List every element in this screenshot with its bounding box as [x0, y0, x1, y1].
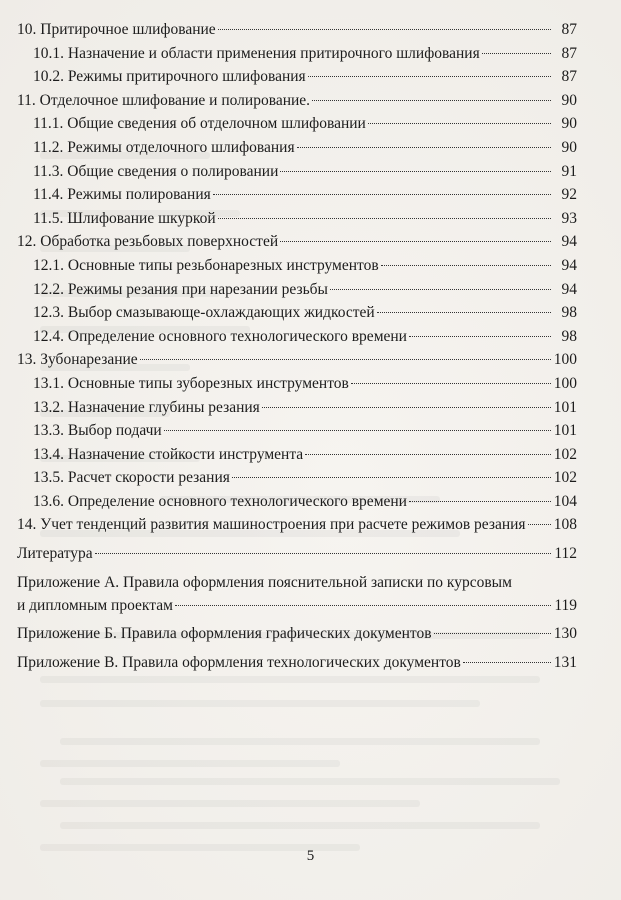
- toc-entry-title: 10.1. Назначение и области применения притирочного шлифования: [33, 44, 480, 62]
- dot-leader: [308, 76, 551, 77]
- toc-entry-s11-5[interactable]: [17, 207, 577, 231]
- page-number: 5: [306, 848, 315, 864]
- toc-entry-s12-3[interactable]: [17, 301, 577, 325]
- toc-entry-title: 11.5. Шлифование шкуркой: [33, 209, 216, 227]
- toc-entry-s12-4[interactable]: [17, 325, 577, 349]
- toc-entry-title: 10.2. Режимы притирочного шлифования: [33, 68, 306, 86]
- dot-leader: [409, 336, 551, 337]
- toc-entry-page: 102: [553, 469, 577, 487]
- toc-entry-page: 100: [553, 374, 577, 392]
- toc-entry-s10-2[interactable]: [17, 65, 577, 89]
- dot-leader: [164, 430, 551, 431]
- dot-leader: [368, 123, 551, 124]
- dot-leader: [409, 501, 551, 502]
- toc-entry-page: 87: [561, 21, 577, 38]
- dot-leader: [434, 633, 551, 634]
- toc-entry-title: 13. Зубонарезание: [17, 351, 138, 369]
- toc-entry-s12-1[interactable]: [17, 254, 577, 278]
- toc-entry-page: 101: [553, 422, 577, 440]
- dot-leader: [463, 662, 551, 663]
- dot-leader: [351, 383, 551, 384]
- dot-leader: [218, 29, 551, 30]
- toc-entry-page: 87: [561, 68, 577, 86]
- toc-entry-title: 10. Притирочное шлифование: [17, 21, 216, 38]
- dot-leader: [330, 289, 551, 290]
- toc-entry-title: 11.2. Режимы отделочного шлифования: [33, 138, 295, 156]
- toc-entry-page: 94: [561, 233, 577, 251]
- toc-entry-page: 94: [561, 280, 577, 298]
- toc-entry-page: 98: [561, 304, 577, 322]
- toc-entry-appendix-c[interactable]: [17, 651, 577, 675]
- dot-leader: [140, 359, 551, 360]
- dot-leader: [305, 454, 551, 455]
- dot-leader: [95, 553, 551, 554]
- dot-leader: [377, 312, 551, 313]
- toc-entry-page: 101: [553, 398, 577, 416]
- toc-entry-page: 119: [554, 596, 577, 614]
- dot-leader: [312, 100, 551, 101]
- toc-main-rows: [17, 18, 577, 537]
- toc-entry-s11-4[interactable]: [17, 183, 577, 207]
- toc-entry-title-line2: и дипломным проектам: [17, 596, 173, 614]
- toc-entry-title: 11.1. Общие сведения об отделочном шлифовании: [33, 115, 366, 133]
- toc-entry-s13[interactable]: [17, 348, 577, 372]
- toc-entry-page: 98: [561, 327, 577, 345]
- toc-entry-page: 87: [561, 44, 577, 62]
- dot-leader: [232, 477, 551, 478]
- toc-entry-title: 12.3. Выбор смазывающе-охлаждающих жидкостей: [33, 304, 375, 322]
- dot-leader: [381, 265, 551, 266]
- toc-entry-s10[interactable]: [17, 18, 577, 42]
- toc-entry-s12[interactable]: [17, 230, 577, 254]
- toc-entry-s11-2[interactable]: [17, 136, 577, 160]
- table-of-contents: [17, 18, 577, 674]
- toc-entry-page: 100: [553, 351, 577, 369]
- dot-leader: [213, 194, 551, 195]
- dot-leader: [262, 407, 551, 408]
- dot-leader: [218, 218, 551, 219]
- toc-entry-title: 13.1. Основные типы зуборезных инструментов: [33, 374, 349, 392]
- toc-entry-s13-6[interactable]: [17, 490, 577, 514]
- toc-entry-title: 13.5. Расчет скорости резания: [33, 469, 230, 487]
- toc-entry-s13-4[interactable]: [17, 443, 577, 467]
- toc-entry-title-line1: Приложение А. Правила оформления пояснительной записки по курсовым: [17, 573, 512, 591]
- toc-entry-s13-5[interactable]: [17, 466, 577, 490]
- toc-entry-title: 11.4. Режимы полирования: [33, 186, 211, 204]
- toc-entry-page: 112: [554, 545, 577, 563]
- toc-entry-title: 13.4. Назначение стойкости инструмента: [33, 445, 304, 463]
- toc-entry-s11-1[interactable]: [17, 112, 577, 136]
- dot-leader: [297, 147, 551, 148]
- toc-entry-title: 13.2. Назначение глубины резания: [33, 398, 260, 416]
- toc-entry-s12-2[interactable]: [17, 278, 577, 302]
- toc-entry-s13-3[interactable]: [17, 419, 577, 443]
- toc-entry-title: Приложение Б. Правила оформления графических документов: [17, 625, 432, 643]
- toc-entry-title: 12.4. Определение основного технологического времени: [33, 327, 407, 345]
- dot-leader: [528, 524, 551, 525]
- toc-entry-literature[interactable]: [17, 542, 577, 566]
- toc-entry-page: 102: [553, 445, 577, 463]
- dot-leader: [482, 53, 551, 54]
- toc-entry-s14[interactable]: [17, 513, 577, 537]
- toc-entry-s10-1[interactable]: [17, 42, 577, 66]
- toc-entry-page: 92: [561, 186, 577, 204]
- toc-entry-page: 131: [553, 653, 577, 671]
- toc-entry-title: 13.6. Определение основного технологического времени: [33, 492, 407, 510]
- toc-entry-s13-2[interactable]: [17, 396, 577, 420]
- toc-entry-title: 14. Учет тенденций развития машиностроения при расчете режимов резания: [17, 516, 526, 534]
- toc-entry-page: 93: [561, 209, 577, 227]
- dot-leader: [280, 171, 551, 172]
- dot-leader: [280, 241, 551, 242]
- toc-entry-page: 94: [561, 256, 577, 274]
- toc-entry-title: 13.3. Выбор подачи: [33, 422, 162, 440]
- toc-entry-page: 90: [561, 138, 577, 156]
- dot-leader: [175, 605, 551, 606]
- toc-entry-s11[interactable]: [17, 89, 577, 113]
- toc-entry-page: 108: [553, 516, 577, 534]
- toc-entry-title: 11.3. Общие сведения о полировании: [33, 162, 279, 180]
- toc-entry-appendix-a[interactable]: [17, 571, 577, 618]
- toc-entry-title: 12. Обработка резьбовых поверхностей: [17, 233, 279, 251]
- toc-entry-title: 11. Отделочное шлифование и полирование.: [17, 91, 311, 109]
- toc-entry-title: 12.1. Основные типы резьбонарезных инструментов: [33, 256, 379, 274]
- toc-entry-title: Литература: [17, 545, 93, 563]
- toc-entry-page: 130: [553, 625, 577, 643]
- toc-entry-page: 91: [561, 162, 577, 180]
- toc-entry-title: Приложение В. Правила оформления технологических документов: [17, 653, 461, 671]
- toc-entry-page: 90: [561, 91, 577, 109]
- toc-entry-page: 90: [561, 115, 577, 133]
- toc-entry-appendix-b[interactable]: [17, 622, 577, 646]
- toc-entry-title: 12.2. Режимы резания при нарезании резьбы: [33, 280, 328, 298]
- toc-entry-s13-1[interactable]: [17, 372, 577, 396]
- toc-entry-s11-3[interactable]: [17, 160, 577, 184]
- toc-entry-page: 104: [553, 492, 577, 510]
